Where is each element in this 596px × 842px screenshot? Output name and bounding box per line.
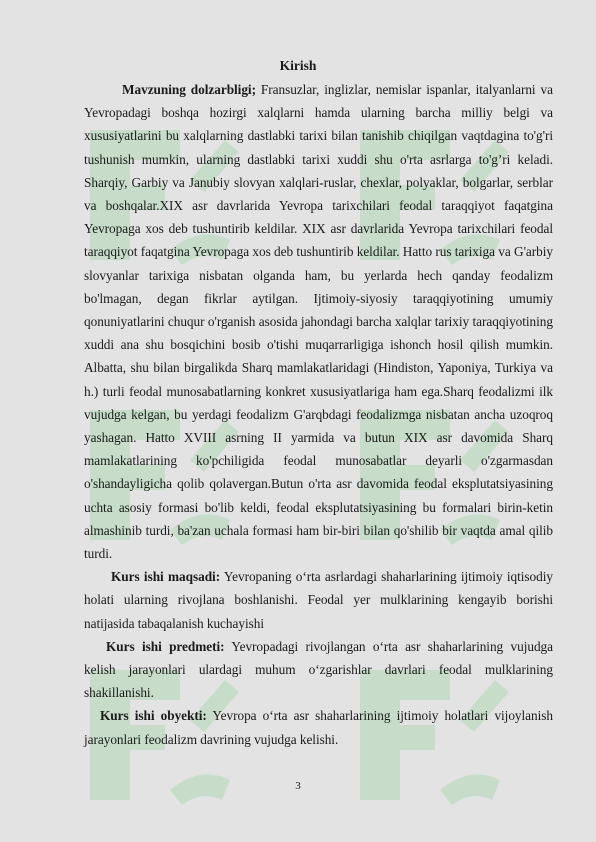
paragraph-label: Kurs ishi predmeti: xyxy=(106,638,225,654)
paragraph-relevance xyxy=(84,78,553,565)
page-number: 3 xyxy=(295,780,301,792)
paragraph-goal xyxy=(84,565,553,635)
paragraph-text: Yevropaning o‘rta asrlardagi shaharlarining ijtimoiy iqtisodiy holati ularning rivojlana boshlanishi. Feodal yer mulklarining kengayib borishi natijasida tabaqalanish kuchayishi xyxy=(84,569,553,631)
paragraph-text: Fransuzlar, inglizlar, nemislar ispanlar, italyanlarni va Yevropadagi boshqa hozirgi xalqlarni hamda ularning barcha milliy belgi va xususiyatlarini bu xalqlarning dastlabki tarixi bilan tanishib chiqilgan vaqtdagina to'g'ri tushunish mumkin, ularning dastlabki tarixi xuddi shu o'rta asrlarga to'g’ri keladi. Sharqiy, Garbiy va Janubiy slovyan xalqlari-ruslar, chexlar, polyaklar, bolgarlar, serblar va boshqalar.XIX asr davrlarida Yevropa tarixchilari feodal taraqqiyot faqatgina Yevropaga xos deb tushuntirib keldilar. XIX asr davrlarida Yevropa tarixchilari feodal taraqqiyot faqatgina Yevropaga xos deb tushuntirib keldilar. Hatto rus tarixiga va G'arbiy slovyanlar tarixiga nisbatan olganda ham, bu yerlarda hech qanday feodalizm bo'lmagan, degan fikrlar aytilgan. Ijtimoiy-siyosiy taraqqiyotining umumiy qonuniyatlarini chuqur o'rganish asosida jahondagi barcha xalqlar tarixiy taraqqiyotining xuddi ana shu bosqichini bosib o'tishi muqarrarligiga ishonch hosil qilish mumkin. Albatta, shu bilan birgalikda Sharq mamlakatlaridagi (Hindiston, Yaponiya, Turkiya va h.) turli feodal munosabatlarning konkret xususiyatlariga ham ega.Sharq feodalizmi ilk vujudga kelgan, bu yerdagi feodalizm G'arqbdagi feodalizmga nisbatan ancha uzoqroq yashagan. Hatto XVIII asrning II yarmida va butun XIX asr davomida Sharq mamlakatlarining ko'pchiligida feodal munosabatlar deyarli o'zgarmasdan o'shandayligicha qolib qolavergan.Butun o'rta asr davomida feodal eksplutatsiyasining uchta asosiy formasi bo'lib keldi, feodal eksplutatsiyasining bu formalari birin-ketin almashinib turdi, ba'zan uchala formasi ham bir-biri bilan qo'shilib bir vaqtda amal qilib turdi. xyxy=(84,82,553,562)
paragraph-text: Yevropa o‘rta asr shaharlarining ijtimoiy holatlari vijoylanish jarayonlari feodalizm davrining vujudga kelishi. xyxy=(84,708,553,747)
paragraph-label: Kurs ishi obyekti: xyxy=(100,708,207,724)
document-body xyxy=(84,78,553,751)
paragraph-subject xyxy=(84,635,553,705)
paragraph-label: Kurs ishi maqsadi: xyxy=(111,569,221,585)
paragraph-text: Yevropadagi rivojlangan o‘rta asr shaharlarining vujudga kelish jarayonlari ulardagi muhum o‘zgarishlar davrlari feodal mulklarining shakillanishi. xyxy=(84,638,553,701)
paragraph-object xyxy=(84,704,553,750)
page-title: Kirish xyxy=(279,58,317,73)
paragraph-label: Mavzuning dolzarbligi; xyxy=(122,82,256,97)
